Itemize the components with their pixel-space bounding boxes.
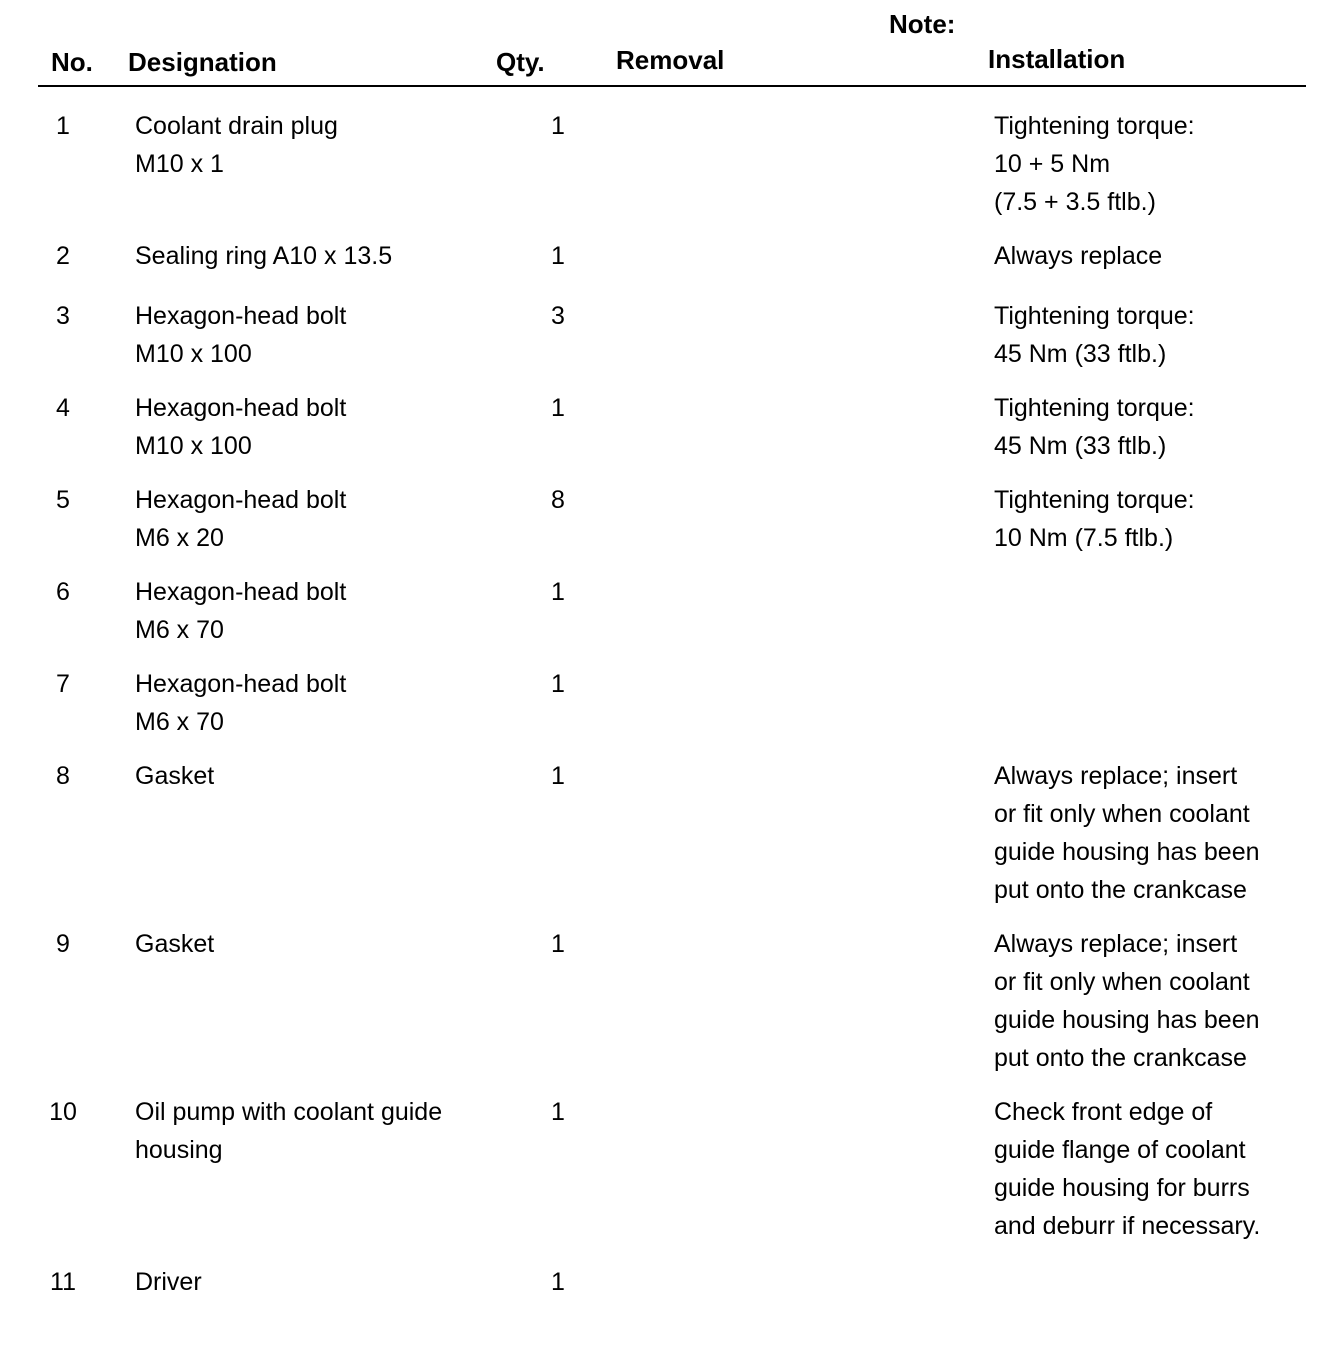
row-designation: Hexagon-head bolt M6 x 70 [135,670,347,736]
row-number: 9 [56,930,70,958]
row-installation: Tightening torque: 10 + 5 Nm (7.5 + 3.5 ftlb.) [994,112,1195,216]
header-qty: Qty. [496,47,545,77]
header-no: No. [51,47,93,77]
row-number: 4 [56,394,70,422]
row-qty: 3 [551,302,565,330]
row-designation: Coolant drain plug M10 x 1 [135,112,338,178]
row-number: 5 [56,486,70,514]
row-qty: 1 [551,394,565,422]
row-designation: Hexagon-head bolt M6 x 20 [135,486,347,552]
row-number: 7 [56,670,70,698]
row-designation: Gasket [135,762,215,790]
row-qty: 1 [551,1268,565,1296]
row-designation: Gasket [135,930,215,958]
row-installation: Tightening torque: 10 Nm (7.5 ftlb.) [994,486,1195,552]
header-removal: Removal [616,45,725,75]
row-number: 2 [56,242,70,270]
row-number: 1 [56,112,70,140]
row-designation: Sealing ring A10 x 13.5 [135,242,393,270]
row-designation: Hexagon-head bolt M10 x 100 [135,394,347,460]
header-installation: Installation [988,44,1126,74]
row-qty: 8 [551,486,565,514]
row-qty: 1 [551,762,565,790]
header-designation: Designation [128,47,277,77]
row-designation: Driver [135,1268,202,1296]
row-designation: Hexagon-head bolt M6 x 70 [135,578,347,644]
header-note: Note: [889,9,956,39]
row-number: 8 [56,762,70,790]
row-installation: Check front edge of guide flange of coolant guide housing for burrs and deburr if necessary. [994,1098,1261,1240]
row-installation: Tightening torque: 45 Nm (33 ftlb.) [994,302,1195,368]
row-qty: 1 [551,242,565,270]
row-qty: 1 [551,670,565,698]
row-qty: 1 [551,930,565,958]
row-designation: Hexagon-head bolt M10 x 100 [135,302,347,368]
row-qty: 1 [551,1098,565,1126]
row-installation: Always replace [994,242,1163,270]
row-number: 6 [56,578,70,606]
row-installation: Always replace; insert or fit only when coolant guide housing has been put onto the crankcase [994,762,1260,904]
row-qty: 1 [551,112,565,140]
row-number: 10 [49,1098,77,1126]
row-designation: Oil pump with coolant guide housing [135,1098,443,1164]
row-installation: Tightening torque: 45 Nm (33 ftlb.) [994,394,1195,460]
row-qty: 1 [551,578,565,606]
row-number: 3 [56,302,70,330]
header-divider [38,85,1306,87]
row-number: 11 [50,1268,76,1296]
row-installation: Always replace; insert or fit only when coolant guide housing has been put onto the crankcase [994,930,1260,1072]
